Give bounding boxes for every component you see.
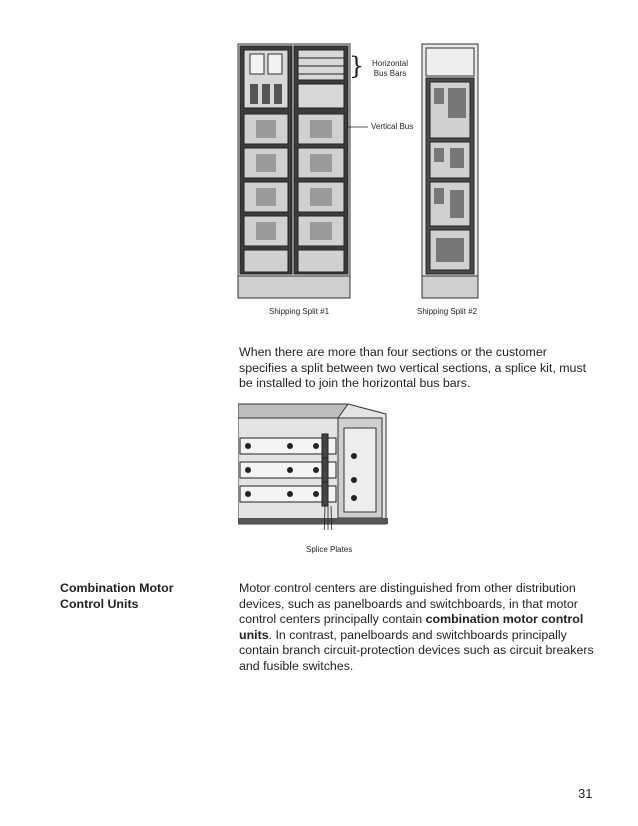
shipping-split-2-drawing <box>422 44 478 298</box>
splice-plates-label: Splice Plates <box>306 545 353 554</box>
page-number: 31 <box>578 786 593 801</box>
shipping-split-1-label: Shipping Split #1 <box>269 307 330 316</box>
horizontal-bus-label: Horizontal Bus Bars <box>371 59 408 78</box>
shipping-split-2-label: Shipping Split #2 <box>417 307 478 316</box>
mcc-sections-figure <box>236 40 496 320</box>
splice-kit-paragraph: When there are more than four sections or the customer specifies a split between two vertical sections, a splice kit, must be installed to join the horizontal bus bars. <box>239 345 587 390</box>
shipping-split-1-drawing <box>238 44 350 298</box>
splice-plates-figure <box>238 398 388 530</box>
vertical-bus-label: Vertical Bus <box>371 122 414 131</box>
combination-motor-control-heading: Combination Motor Control Units <box>60 581 174 611</box>
horizontal-bus-brace: } <box>349 52 365 80</box>
combination-units-paragraph: Motor control centers are distinguished from other distribution devices, such as panelboards and switchboards, in that motor control centers principally contain combination motor control units. In contrast, panelboards and switchboards principally contain branch circuit-protection devices such as circuit breakers and fusible switches. <box>239 581 594 673</box>
combination-units-term: combination motor control units <box>239 612 584 642</box>
